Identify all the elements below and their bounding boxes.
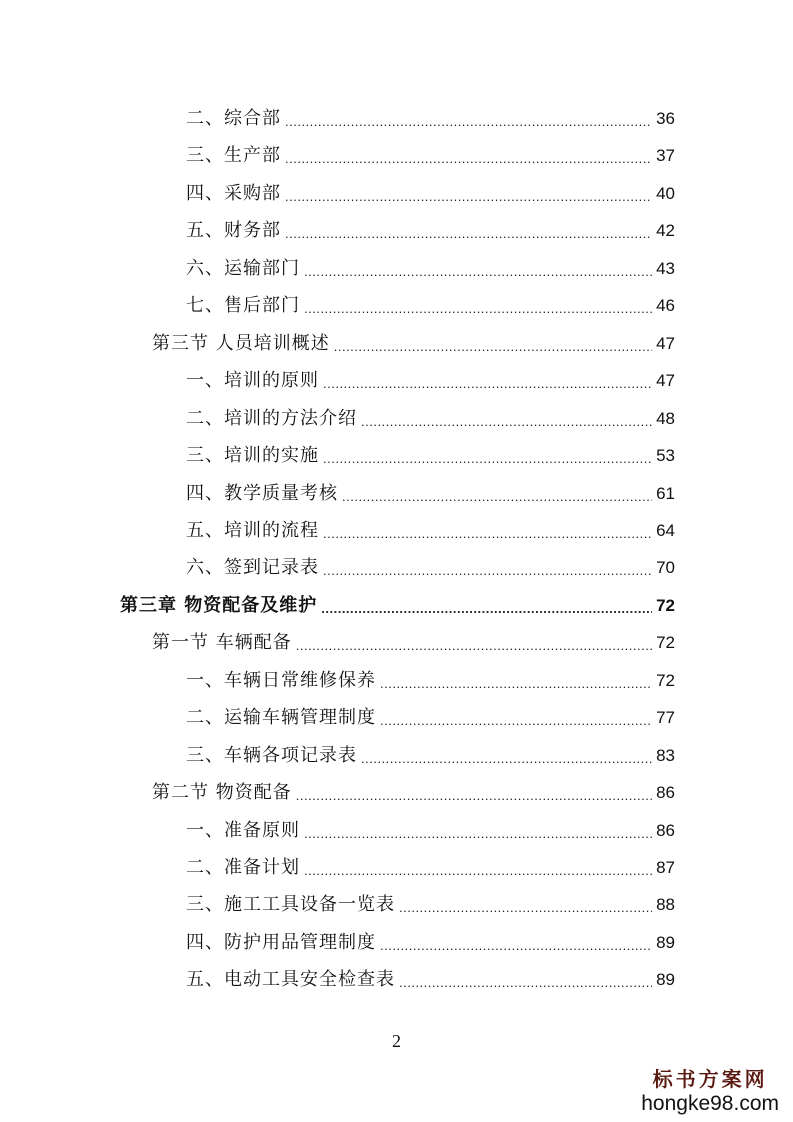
toc-entry-page: 89 — [656, 933, 675, 952]
toc-dot-leader — [380, 675, 652, 693]
toc-chapter-entry[interactable] — [120, 594, 675, 618]
toc-entry-page: 37 — [656, 146, 675, 165]
toc-entry-page: 72 — [656, 671, 675, 690]
toc-entry-page: 72 — [656, 596, 675, 615]
toc-dot-leader — [323, 375, 652, 393]
toc-entry-title: 二、运输车辆管理制度 — [186, 707, 376, 728]
toc-entry-title: 六、运输部门 — [186, 258, 300, 279]
toc-subsection-entry[interactable] — [186, 369, 675, 393]
toc-subsection-entry[interactable] — [186, 294, 675, 318]
toc-entry-page: 64 — [656, 521, 675, 540]
toc-dot-leader — [321, 600, 652, 618]
toc-entry-title: 六、签到记录表 — [186, 557, 319, 578]
toc-dot-leader — [296, 787, 652, 805]
toc-entry-title: 一、培训的原则 — [186, 370, 319, 391]
toc-entry-page: 89 — [656, 970, 675, 989]
watermark — [641, 1066, 779, 1116]
toc-dot-leader — [304, 825, 652, 843]
toc-subsection-entry[interactable] — [186, 182, 675, 206]
toc-entry-title: 五、财务部 — [186, 220, 281, 241]
toc-entry-page: 83 — [656, 746, 675, 765]
toc-dot-leader — [304, 300, 652, 318]
toc-subsection-entry[interactable] — [186, 107, 675, 131]
toc-entry-title: 七、售后部门 — [186, 295, 300, 316]
toc-entry-title: 一、车辆日常维修保养 — [186, 670, 376, 691]
toc-subsection-entry[interactable] — [186, 893, 675, 917]
toc-entry-title: 二、培训的方法介绍 — [186, 408, 357, 429]
toc-subsection-entry[interactable] — [186, 556, 675, 580]
toc-dot-leader — [304, 862, 652, 880]
toc-subsection-entry[interactable] — [186, 931, 675, 955]
toc-subsection-entry[interactable] — [186, 669, 675, 693]
toc-subsection-entry[interactable] — [186, 968, 675, 992]
toc-entry-page: 53 — [656, 446, 675, 465]
toc-entry-title: 四、防护用品管理制度 — [186, 932, 376, 953]
toc-entry-title: 五、培训的流程 — [186, 520, 319, 541]
toc-subsection-entry[interactable] — [186, 407, 675, 431]
toc-section-entry[interactable] — [152, 332, 675, 356]
toc-entry-title: 二、准备计划 — [186, 857, 300, 878]
toc-subsection-entry[interactable] — [186, 856, 675, 880]
toc-entry-page: 72 — [656, 633, 675, 652]
toc-subsection-entry[interactable] — [186, 819, 675, 843]
toc-section-entry[interactable] — [152, 781, 675, 805]
toc-dot-leader — [380, 712, 652, 730]
toc-entry-page: 86 — [656, 783, 675, 802]
toc-entry-title: 三、车辆各项记录表 — [186, 745, 357, 766]
toc-entry-page: 48 — [656, 409, 675, 428]
toc-dot-leader — [399, 899, 652, 917]
toc-dot-leader — [380, 937, 652, 955]
toc-dot-leader — [361, 413, 652, 431]
toc-section-entry[interactable] — [152, 631, 675, 655]
toc-entry-page: 36 — [656, 109, 675, 128]
toc-dot-leader — [323, 562, 652, 580]
toc-entry-page: 42 — [656, 221, 675, 240]
toc-dot-leader — [361, 750, 652, 768]
toc-subsection-entry[interactable] — [186, 444, 675, 468]
watermark-url-text: hongke98.com — [641, 1092, 779, 1115]
toc-subsection-entry[interactable] — [186, 744, 675, 768]
toc-dot-leader — [399, 974, 652, 992]
toc-subsection-entry[interactable] — [186, 519, 675, 543]
toc-entry-page: 87 — [656, 858, 675, 877]
toc-subsection-entry[interactable] — [186, 482, 675, 506]
toc-dot-leader — [304, 263, 652, 281]
toc-entry-title: 第三章 物资配备及维护 — [120, 595, 318, 616]
toc-entry-page: 77 — [656, 708, 675, 727]
page-number: 2 — [392, 1031, 401, 1051]
watermark-chinese-text: 标书方案网 — [652, 1067, 768, 1091]
toc-entry-title: 二、综合部 — [186, 108, 281, 129]
toc-entry-title: 五、电动工具安全检查表 — [186, 969, 395, 990]
toc-entry-title: 三、生产部 — [186, 145, 281, 166]
toc-entry-title: 四、采购部 — [186, 183, 281, 204]
toc-dot-leader — [334, 338, 652, 356]
toc-entry-page: 47 — [656, 371, 675, 390]
toc-entry-title: 第三节 人员培训概述 — [152, 333, 330, 354]
toc-dot-leader — [285, 150, 652, 168]
toc-subsection-entry[interactable] — [186, 144, 675, 168]
toc-dot-leader — [285, 113, 652, 131]
toc-subsection-entry[interactable] — [186, 706, 675, 730]
toc-entry-page: 40 — [656, 184, 675, 203]
toc-entry-page: 43 — [656, 259, 675, 278]
toc-entry-title: 第一节 车辆配备 — [152, 632, 292, 653]
toc-entry-title: 第二节 物资配备 — [152, 782, 292, 803]
toc-entry-page: 61 — [656, 484, 675, 503]
toc-dot-leader — [342, 488, 652, 506]
toc-entry-title: 一、准备原则 — [186, 820, 300, 841]
toc-entry-page: 86 — [656, 821, 675, 840]
toc-entry-page: 46 — [656, 296, 675, 315]
toc-dot-leader — [323, 525, 652, 543]
toc-subsection-entry[interactable] — [186, 257, 675, 281]
toc-entry-page: 88 — [656, 895, 675, 914]
toc-dot-leader — [323, 450, 652, 468]
toc-dot-leader — [285, 225, 652, 243]
toc-entry-title: 三、施工工具设备一览表 — [186, 894, 395, 915]
toc-entry-page: 47 — [656, 334, 675, 353]
toc-dot-leader — [285, 188, 652, 206]
toc-subsection-entry[interactable] — [186, 219, 675, 243]
toc-entry-page: 70 — [656, 558, 675, 577]
toc-dot-leader — [296, 637, 652, 655]
toc-entry-title: 三、培训的实施 — [186, 445, 319, 466]
toc-entry-title: 四、教学质量考核 — [186, 483, 338, 504]
